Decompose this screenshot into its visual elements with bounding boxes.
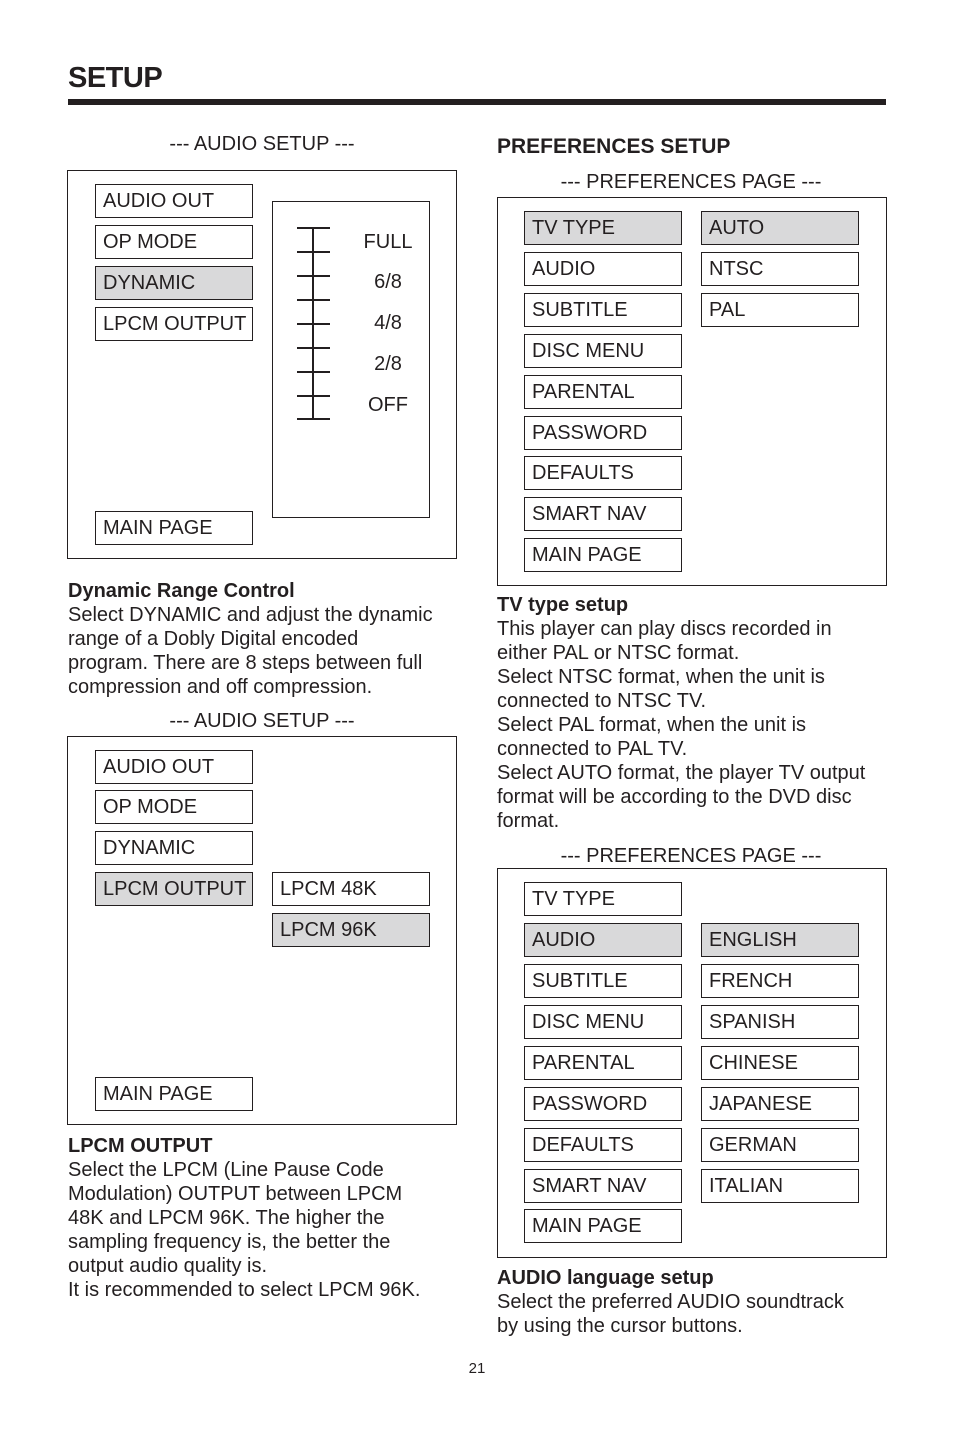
preferences-title: PREFERENCES SETUP [497,135,731,158]
tv-type-description [497,593,865,833]
defaults-item[interactable]: DEFAULTS [524,1128,682,1162]
text-line: Select NTSC format, when the unit is [497,666,825,688]
pal-option[interactable]: PAL [701,293,859,327]
text-line: Select PAL format, when the unit is [497,714,807,736]
tv-type-item[interactable]: TV TYPE [524,211,682,245]
level-label: 6/8 [374,271,402,293]
lpcm-description [68,1134,420,1302]
audio-language-description [497,1266,844,1338]
ntsc-option[interactable]: NTSC [701,252,859,286]
level-label: FULL [363,231,413,253]
slider-tick [297,371,330,373]
main-page-item[interactable]: MAIN PAGE [95,511,253,545]
slider-tick [297,395,330,397]
dynamic-description [68,579,433,699]
text-line: This player can play discs recorded in [497,618,832,640]
preferences-caption-2: --- PREFERENCES PAGE --- [560,845,822,867]
dynamic-item[interactable]: DYNAMIC [95,266,253,300]
slider-tick [297,323,330,325]
disc-menu-item[interactable]: DISC MENU [524,1005,682,1039]
text-line: It is recommended to select LPCM 96K. [68,1279,421,1301]
auto-option[interactable]: AUTO [701,211,859,245]
audio-item[interactable]: AUDIO [524,923,682,957]
op-mode-item[interactable]: OP MODE [95,225,253,259]
slider-tick [297,227,330,229]
level-label: 4/8 [374,312,402,334]
text-line: compression and off compression. [68,676,373,698]
password-item[interactable]: PASSWORD [524,416,682,450]
audio-item[interactable]: AUDIO [524,252,682,286]
lpcm-output-item[interactable]: LPCM OUTPUT [95,872,253,906]
dynamic-item[interactable]: DYNAMIC [95,831,253,865]
audio-setup-caption-1: --- AUDIO SETUP --- [169,133,355,155]
text-line: connected to NTSC TV. [497,690,707,712]
audio-out-item[interactable]: AUDIO OUT [95,184,253,218]
main-page-item[interactable]: MAIN PAGE [524,1209,682,1243]
text-line: 48K and LPCM 96K. The higher the [68,1207,385,1229]
slider-tick [297,251,330,253]
text-line: either PAL or NTSC format. [497,642,740,664]
lpcm-heading: LPCM OUTPUT [68,1135,213,1157]
page-title: SETUP [68,62,163,94]
audio-language-heading: AUDIO language setup [497,1267,714,1289]
text-line: connected to PAL TV. [497,738,688,760]
text-line: Select AUTO format, the player TV output [497,762,866,784]
text-line: format. [497,810,560,832]
lpcm-96k-option[interactable]: LPCM 96K [272,913,430,947]
slider-tick [297,299,330,301]
text-line: output audio quality is. [68,1255,268,1277]
tv-type-item[interactable]: TV TYPE [524,882,682,916]
text-line: Modulation) OUTPUT between LPCM [68,1183,403,1205]
subtitle-item[interactable]: SUBTITLE [524,964,682,998]
main-page-item[interactable]: MAIN PAGE [95,1077,253,1111]
italian-option[interactable]: ITALIAN [701,1169,859,1203]
dynamic-heading: Dynamic Range Control [68,580,295,602]
slider-tick [297,347,330,349]
password-item[interactable]: PASSWORD [524,1087,682,1121]
page-number: 21 [468,1360,486,1377]
german-option[interactable]: GERMAN [701,1128,859,1162]
text-line: format will be according to the DVD disc [497,786,852,808]
text-line: Select the preferred AUDIO soundtrack [497,1291,844,1313]
parental-item[interactable]: PARENTAL [524,375,682,409]
audio-out-item[interactable]: AUDIO OUT [95,750,253,784]
text-line: program. There are 8 steps between full [68,652,423,674]
smart-nav-item[interactable]: SMART NAV [524,497,682,531]
text-line: range of a Dobly Digital encoded [68,628,359,650]
parental-item[interactable]: PARENTAL [524,1046,682,1080]
preferences-caption-1: --- PREFERENCES PAGE --- [560,171,822,193]
french-option[interactable]: FRENCH [701,964,859,998]
japanese-option[interactable]: JAPANESE [701,1087,859,1121]
text-line: Select the LPCM (Line Pause Code [68,1159,384,1181]
smart-nav-item[interactable]: SMART NAV [524,1169,682,1203]
defaults-item[interactable]: DEFAULTS [524,456,682,490]
slider-tick [297,275,330,277]
lpcm-48k-option[interactable]: LPCM 48K [272,872,430,906]
text-line: by using the cursor buttons. [497,1315,743,1337]
main-page-item[interactable]: MAIN PAGE [524,538,682,572]
chinese-option[interactable]: CHINESE [701,1046,859,1080]
level-label: OFF [368,394,408,416]
slider-tick [297,418,330,420]
english-option[interactable]: ENGLISH [701,923,859,957]
text-line: sampling frequency is, the better the [68,1231,391,1253]
subtitle-item[interactable]: SUBTITLE [524,293,682,327]
title-rule [68,99,886,105]
lpcm-output-item[interactable]: LPCM OUTPUT [95,307,253,341]
level-label: 2/8 [374,353,402,375]
disc-menu-item[interactable]: DISC MENU [524,334,682,368]
audio-setup-caption-2: --- AUDIO SETUP --- [169,710,355,732]
tv-type-heading: TV type setup [497,594,629,616]
spanish-option[interactable]: SPANISH [701,1005,859,1039]
op-mode-item[interactable]: OP MODE [95,790,253,824]
text-line: Select DYNAMIC and adjust the dynamic [68,604,433,626]
